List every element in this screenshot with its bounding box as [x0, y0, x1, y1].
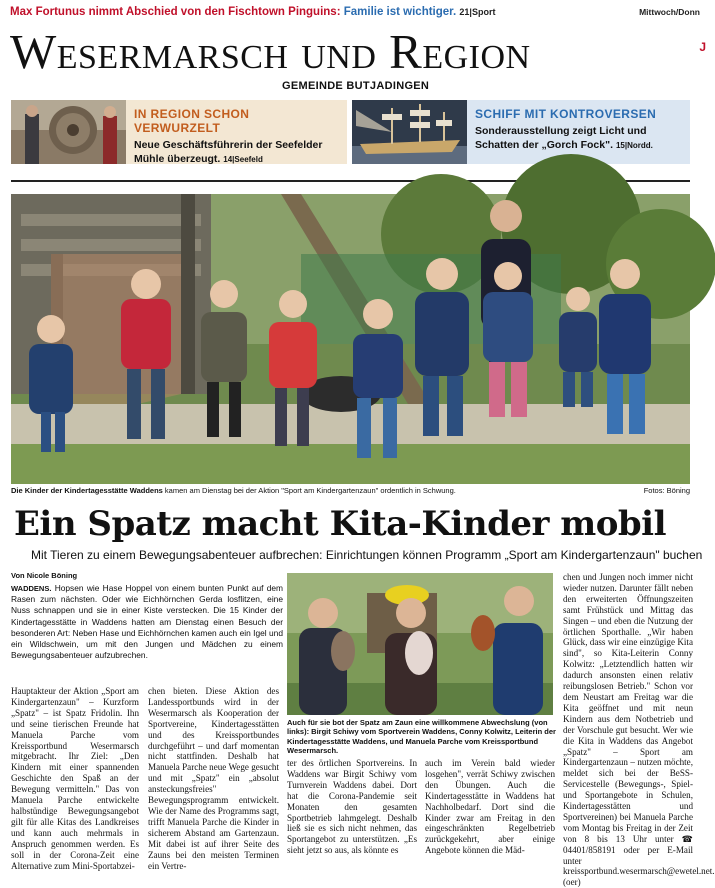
article-lead: [11, 583, 283, 661]
article-column-1: Hauptakteur der Aktion „Sport am Kindergartenzaun" – Kurzform „Spatz" – ist Spatz Fridolin. Ihn und seine tierischen Freunde hat Manuela Parche vom Kreissportbund Wesermarsch mitgebracht. Ihr Ziel: „Den Kindern mit einer spannenden Geschichte den Spaß an der Bewegung vermitteln." Das von Manuela Parche entwickelte halbstündige Bewegungsangebot gilt für alle Kitas des Landkreises und kann auch mehrmals in Anspruch genommen werden. Es soll in der Corona-Zeit eine Alternative zum Mini-Sportabzei-: [11, 686, 139, 871]
second-caption-text: (von links): Birgit Schiwy vom Sportverein Waddens, Conny Kolwitz, Leiterin der Kindertagesstätte Waddens, und Manuela Parche vom Kreissportbund Wesermarsch.: [287, 718, 556, 756]
teaser-seefeld[interactable]: [11, 100, 347, 164]
top-teaser-red: Max Fortunus nimmt Abschied von den Fischtown Pinguins:: [10, 6, 341, 18]
teaser-ref: 15|Nordd.: [615, 141, 653, 150]
masthead-title: Wesermarsch und Region: [10, 24, 531, 79]
top-teaser-ref: 21|Sport: [459, 7, 496, 17]
teaser-gorch-fock[interactable]: [352, 100, 690, 164]
photo-credit: Fotos: Böning: [643, 486, 690, 495]
article-headline: Ein Spatz macht Kita-Kinder mobil: [14, 504, 666, 544]
masthead-side-mark: J: [699, 40, 706, 54]
article-lead-text: Hopsen wie Hase Hoppel von einem bunten Punkt auf dem Rasen zum nächsten. Oder wie Eichhörnchen Gerda losflitzen, eine Nuss schnappen und sie in einer Kiste verstecken. Die 15 Kinder der Kindertagesstätte in Waddens hatten am Dienstag einen Besuch der besonderen Art: Neben Hase und Eichhörnchen kamen auch ein Igel und ein Wildschwein, um mit den Jungen und Mädchen zu einem Bewegungsabenteuer aufzubrechen.: [11, 583, 283, 661]
teaser-ship-photo: [352, 100, 467, 164]
article-dateline: WADDENS.: [11, 584, 52, 593]
article-column-4: auch im Verein bald wieder losgehen", verrät Schiwy zwischen den Übungen. Auch die Kindertagesstätte in Waddens hat Nachholbedarf. Dort sind die Kinder zwar am Freitag in den eingeschränkten Regelbetrieb zurückgekehrt, aber einige Angebote können die Mäd-: [425, 758, 555, 856]
article-subline: Mit Tieren zu einem Bewegungsabenteuer aufbrechen: Einrichtungen können Programm „Sport am Kindergartenzaun" buchen: [31, 548, 703, 562]
article-column-5: chen und Jungen noch immer nicht wieder nutzen. Darunter fällt neben den erweiterten Öffnungszeiten samt Frühstück und Mittag das Singen – und eben die Nutzung der örtlichen Sporthalle. „Wir haben Glück, dass wir eine einzügige Kita sind", so Kita-Leiterin Conny Kolwitz: „Letztendlich hatten wir dadurch ansonsten einen relativ reibungslosen Betrieb." Schon vor dem Neustart am Freitag war die Kita geöffnet und mit neun Kindern aus dem Notbetrieb und der Vorschule gut besucht. Wer wie die Kita in Waddens das Angebot „Spatz" – Sport am Kindergartenzaun – nutzen möchte, meldet sich bei der BeSS-Servicestelle (Bewegungs-, Spiel- und Sportangebote in Schulen, Kindertagesstätten und Sportvereinen) bei Manuela Parche vom Montag bis Freitag in der Zeit von 8 bis 13 Uhr unter ☎ 04401/858191 oder per E-Mail unter kreissportbund.wesermarsch@ewetel.net. (oer): [563, 572, 715, 888]
teaser-text-body: Sonderausstellung zeigt Licht und Schatten der „Gorch Fock".: [475, 125, 647, 151]
article-column-2: chen bieten. Diese Aktion des Landessportbunds wird in der Wesermarsch als Kooperation der Sportvereine, Kindertagesstätten und des Kreissportbundes durchgeführt – und darf momentan nicht stattfinden. Deshalb hat Manuela Parche neue Wege gesucht und mit „Spatz" ein „absolut ansteckungsfreies" Bewegungsprogramm entwickelt. Wie der Name des Programms sagt, trifft Manuela Parche die Kinder in sicherem Abstand am Gartenzaun. Mit dabei ist auf ihrer Seite des Zauns bei den meisten Terminen ein Vertre-: [148, 686, 279, 871]
photo-caption-bold: Die Kinder der Kindertagesstätte Waddens: [11, 486, 163, 495]
issue-date: Mittwoch/Donn: [639, 7, 700, 17]
top-teaser-bar: [10, 6, 700, 22]
photo-caption: [11, 486, 690, 495]
teaser-text-body: Neue Geschäftsführerin der Seefelder Mühle überzeugt.: [134, 139, 323, 165]
photo-caption-text: kamen am Dienstag bei der Aktion "Sport am Kindergartenzaun" ordentlich in Schwung.: [162, 486, 456, 495]
teaser-mill-photo: [11, 100, 126, 164]
teaser-kicker: SCHIFF MIT KONTROVERSEN: [475, 107, 657, 121]
teaser-ref: 14|Seefeld: [223, 155, 263, 164]
second-caption-bold: Auch für sie bot der Spatz am Zaun eine willkommene Abwechslung: [287, 718, 530, 727]
teaser-text: [475, 124, 682, 153]
article-byline: Von Nicole Böning: [11, 571, 78, 580]
article-column-3: ter des örtlichen Sportvereins. In Waddens war Birgit Schiwy vom Turnverein Waddens dabei. Dort hat die Corona-Pandemie seit Monaten den gesamten Sportbetrieb lahmgelegt. Deshalb ließ sie es sich nicht nehmen, das Sportangebot zu unterstützen. „Es sieht jetzt so aus, als könnte es: [287, 758, 417, 856]
main-photo-kids-running: [11, 194, 690, 484]
second-photo-caption: [287, 718, 557, 756]
top-teaser-blue: Familie ist wichtiger.: [343, 6, 457, 18]
teaser-text: [134, 138, 339, 167]
second-photo-women-puppets: [287, 573, 553, 715]
teaser-kicker: IN REGION SCHON VERWURZELT: [134, 107, 250, 135]
masthead-subtitle: GEMEINDE BUTJADINGEN: [282, 80, 430, 92]
